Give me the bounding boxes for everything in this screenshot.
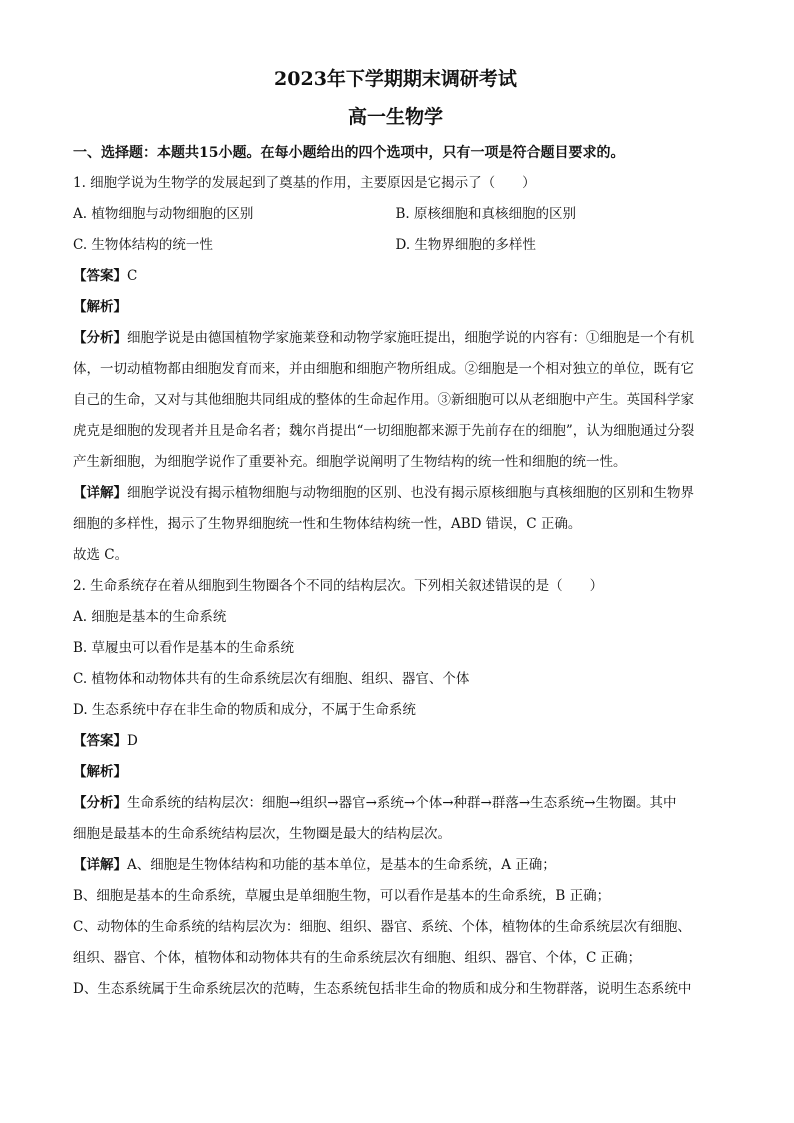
option-b: B. 原核细胞和真核细胞的区别 (395, 206, 577, 222)
option-a: A. 细胞是基本的生命系统 (73, 609, 227, 625)
analysis-label: 【解析】 (73, 299, 127, 315)
option-d: D. 生态系统中存在非生命的物质和成分，不属于生命系统 (73, 702, 416, 718)
xiangjie-text: D、生态系统属于生命系统层次的范畴，生态系统包括非生命的物质和成分和生物群落，说明生态系统中 (73, 981, 692, 997)
fenxi-text: 细胞学说是由德国植物学家施莱登和动物学家施旺提出，细胞学说的内容有：①细胞是一个有机 (127, 330, 694, 346)
section-heading: 一、选择题：本题共15小题。在每小题给出的四个选项中，只有一项是符合题目要求的。 (73, 145, 625, 161)
xiangjie-label: 【详解】 (73, 857, 127, 873)
fenxi-paragraph (73, 788, 718, 850)
fenxi-paragraph (73, 323, 718, 478)
xiangjie-text: 细胞学说没有揭示植物细胞与动物细胞的区别、也没有揭示原核细胞与真核细胞的区别和生物界 (127, 485, 694, 501)
exam-subject: 高一生物学 (347, 106, 443, 128)
option-a: A. 植物细胞与动物细胞的区别 (73, 206, 254, 222)
xiangjie-text: 组织、器官、个体，植物体和动物体共有的生命系统层次有细胞、组织、器官、个体，C 正确； (73, 950, 642, 966)
xiangjie-text: A、细胞是生物体结构和功能的基本单位，是基本的生命系统，A 正确； (127, 857, 556, 873)
answer-label: 【答案】 (73, 733, 127, 749)
fenxi-label: 【分析】 (73, 330, 127, 346)
question-stem: 2. 生命系统存在着从细胞到生物圈各个不同的结构层次。下列相关叙述错误的是（ ） (73, 578, 604, 594)
fenxi-text: 产生新细胞，为细胞学说作了重要补充。细胞学说阐明了生物结构的统一性和细胞的统一性。 (73, 454, 627, 470)
exam-title: 2023年下学期期末调研考试 (274, 68, 517, 90)
question-1 (73, 168, 718, 571)
fenxi-text: 体，一切动植物都由细胞发育而来，并由细胞和细胞产物所组成。②细胞是一个相对独立的单位，既有它 (73, 361, 694, 377)
option-row (73, 199, 718, 230)
xiangjie-text: 细胞的多样性，揭示了生物界细胞统一性和生物体结构统一性，ABD 错误，C 正确。 (73, 516, 582, 532)
answer-line (73, 726, 718, 757)
fenxi-text: 虎克是细胞的发现者并且是命名者；魏尔肖提出“一切细胞都来源于先前存在的细胞”，认为细胞通过分裂 (73, 423, 695, 439)
option-d: D. 生物界细胞的多样性 (395, 237, 536, 253)
fenxi-text: 细胞是最基本的生命系统结构层次，生物圈是最大的结构层次。 (73, 826, 451, 842)
option-c: C. 生物体结构的统一性 (73, 237, 213, 253)
fenxi-text: 自己的生命，又对与其他细胞共同组成的整体的生命起作用。③新细胞可以从老细胞中产生。英国科学家 (73, 392, 694, 408)
xiangjie-paragraph (73, 478, 718, 540)
answer-label: 【答案】 (73, 268, 127, 284)
question-stem: 1. 细胞学说为生物学的发展起到了奠基的作用，主要原因是它揭示了（ ） (73, 175, 536, 191)
fenxi-text: 生命系统的结构层次：细胞→组织→器官→系统→个体→种群→群落→生态系统→生物圈。其中 (127, 795, 677, 811)
conclusion: 故选 C。 (73, 547, 129, 563)
analysis-label: 【解析】 (73, 764, 127, 780)
xiangjie-paragraph (73, 850, 718, 1005)
xiangjie-label: 【详解】 (73, 485, 127, 501)
option-b: B. 草履虫可以看作是基本的生命系统 (73, 640, 295, 656)
fenxi-label: 【分析】 (73, 795, 127, 811)
answer-value: C (127, 268, 138, 284)
answer-value: D (127, 733, 138, 749)
option-c: C. 植物体和动物体共有的生命系统层次有细胞、组织、器官、个体 (73, 671, 470, 687)
question-2 (73, 571, 718, 1005)
xiangjie-text: B、细胞是基本的生命系统，草履虫是单细胞生物，可以看作是基本的生命系统，B 正确； (73, 888, 611, 904)
answer-line (73, 261, 718, 292)
xiangjie-text: C、动物体的生命系统的结构层次为：细胞、组织、器官、系统、个体，植物体的生命系统层次有细胞、 (73, 919, 691, 935)
option-row (73, 230, 718, 261)
